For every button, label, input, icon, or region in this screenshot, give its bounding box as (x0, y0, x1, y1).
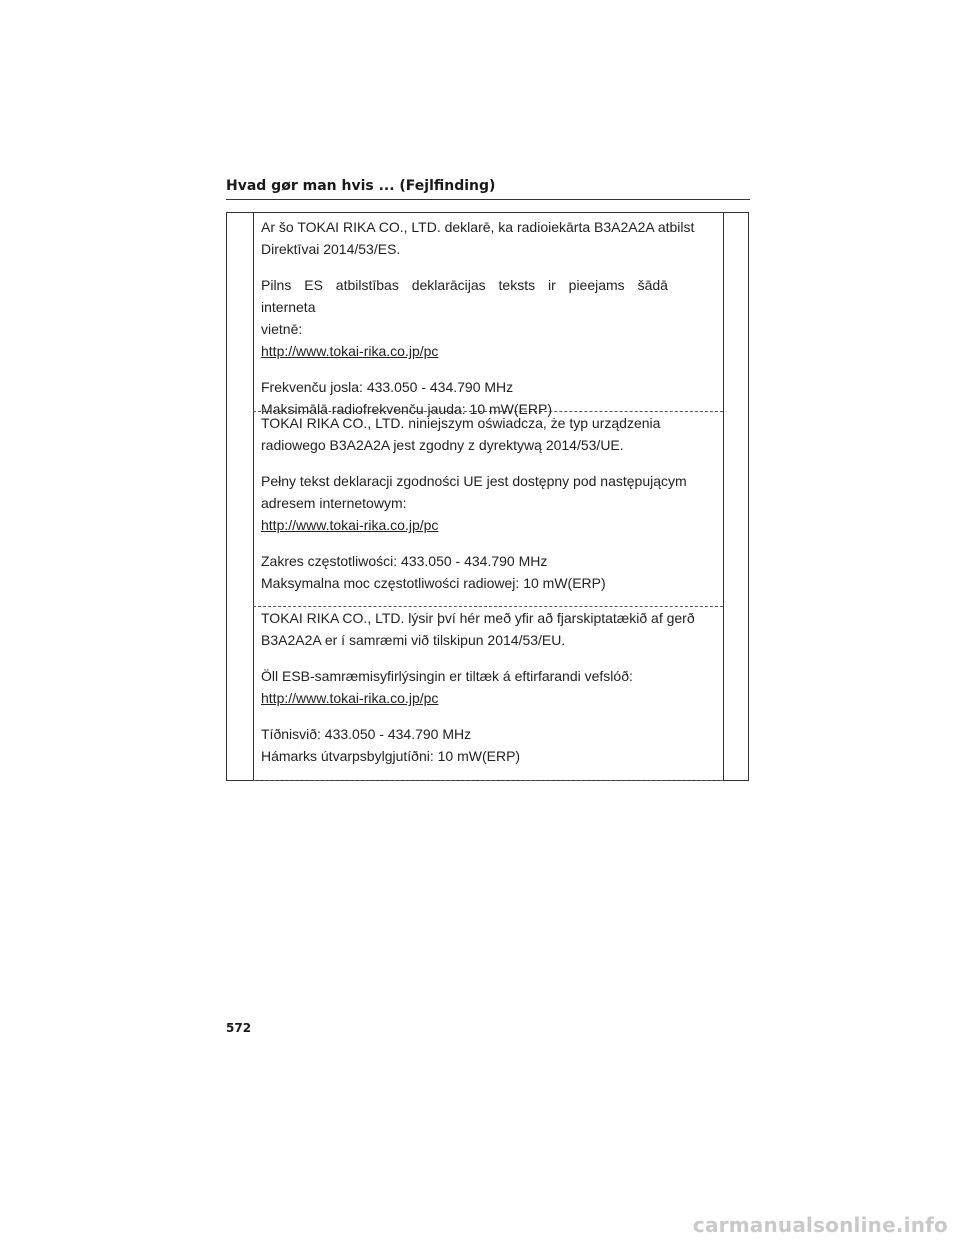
max-power-text: Maksimālā radiofrekvenču jauda: 10 mW(ERP) (261, 401, 552, 417)
statement-line-1: Ar šo TOKAI RIKA CO., LTD. deklarē, ka radioiekārta B3A2A2A atbilst (261, 219, 695, 235)
max-power-text: Maksymalna moc częstotliwości radiowej: 10 mW(ERP) (261, 575, 606, 591)
frequency-band-text: Zakres częstotliwości: 433.050 - 434.790 MHz (261, 553, 548, 569)
declaration-line-1: Öll ESB-samræmisyfirlýsingin er tiltæk á eftirfarandi vefslóð: (261, 668, 633, 684)
declaration-url-link[interactable]: http://www.tokai-rika.co.jp/pc (261, 517, 439, 533)
statement-line-2: radiowego B3A2A2A jest zgodny z dyrektywą 2014/53/UE. (261, 437, 624, 453)
declaration-section-icelandic (253, 607, 723, 781)
statement-line-1: TOKAI RIKA CO., LTD. niniejszym oświadcza, że typ urządzenia (261, 415, 661, 431)
declaration-section-polish (253, 412, 723, 607)
frequency-band-text: Frekvenču josla: 433.050 - 434.790 MHz (261, 379, 514, 395)
declaration-line-2: adresem internetowym: (261, 495, 407, 511)
declaration-url-link[interactable]: http://www.tokai-rika.co.jp/pc (261, 343, 439, 359)
site-watermark: carmanualsonline.info (692, 1213, 948, 1237)
page-header-title: Hvad gør man hvis ... (Fejlfinding) (226, 178, 496, 194)
declaration-line-1: Pełny tekst deklaracji zgodności UE jest dostępny pod następującym (261, 473, 687, 489)
declaration-line-2: vietnē: (261, 321, 303, 337)
declaration-url-link[interactable]: http://www.tokai-rika.co.jp/pc (261, 690, 439, 706)
declaration-line-1: Pilns ES atbilstības deklarācijas teksts ir pieejams šādā interneta (261, 277, 668, 315)
max-power-text: Hámarks útvarpsbylgjutíðni: 10 mW(ERP) (261, 748, 521, 764)
right-margin-column-divider (723, 213, 724, 780)
statement-line-2: B3A2A2A er í samræmi við tilskipun 2014/53/EU. (261, 632, 566, 648)
statement-line-2: Direktīvai 2014/53/ES. (261, 241, 401, 257)
statement-line-1: TOKAI RIKA CO., LTD. lýsir því hér með yfir að fjarskiptatækið af gerð (261, 610, 695, 626)
declarations-table (226, 212, 749, 781)
frequency-band-text: Tíðnisvið: 433.050 - 434.790 MHz (261, 726, 472, 742)
page-number: 572 (226, 1021, 252, 1035)
header-rule (226, 199, 750, 200)
declaration-section-latvian (253, 216, 723, 417)
